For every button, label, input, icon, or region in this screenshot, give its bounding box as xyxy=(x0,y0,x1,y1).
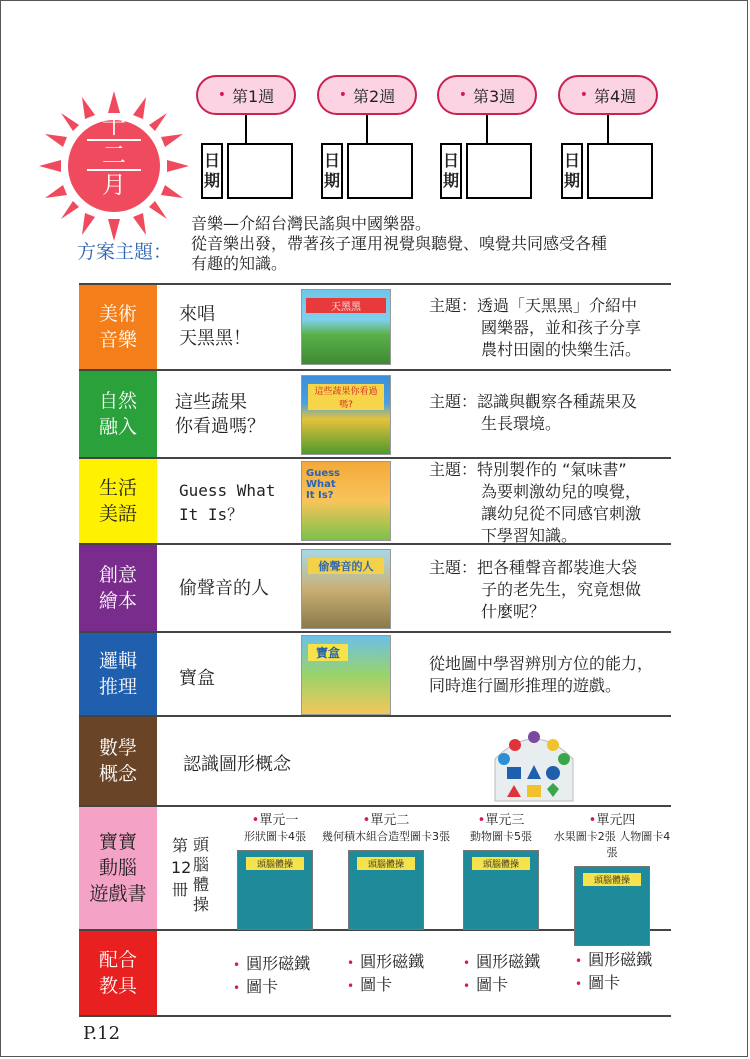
game-book-cover-image: 頭腦體操 xyxy=(348,850,424,930)
book-cover-image: 這些蔬果你看過嗎? xyxy=(301,375,391,455)
tool-list-4: • 圓形磁鐵 • 圖卡 xyxy=(575,950,653,992)
volume-label: 第12冊 xyxy=(171,836,192,899)
date-label: 日 期 xyxy=(440,143,462,199)
week-3-stem xyxy=(486,115,488,143)
week-3-label: 第3週 xyxy=(473,86,516,106)
tool-list-1: • 圓形磁鐵 • 圖卡 xyxy=(233,954,311,996)
game-book-cover-image: 頭腦體操 xyxy=(574,866,650,946)
book-cover-image: Guess What It Is? xyxy=(301,461,391,541)
row-label: 數學 概念 xyxy=(79,717,157,805)
row-title: 這些蔬果 你看過嗎？ xyxy=(175,392,265,437)
unit-3: •單元三 動物圖卡5張 頭腦體操 xyxy=(451,809,551,930)
row-label: 創意 繪本 xyxy=(79,545,157,631)
date-label: 日 期 xyxy=(321,143,343,199)
row-description: 主題：透過「天黑黑」介紹中 國樂器，並和孩子分享 農村田園的快樂生活。 xyxy=(429,296,642,359)
row-label: 自然 融入 xyxy=(79,371,157,457)
week-2-pill: • 第2週 xyxy=(317,75,417,115)
book-cover-image: 寶盒 xyxy=(301,635,391,715)
theme-label: 方案主題： xyxy=(77,241,173,263)
row-title: Guess What It Is？ xyxy=(179,481,276,524)
row-description: 主題：特別製作的 “氣味書” 為要刺激幼兒的嗅覺， 讓幼兒從不同感官刺激 下學習知識。 xyxy=(429,460,642,545)
theme-text xyxy=(191,214,661,274)
book-cover-image: 偷聲音的人 xyxy=(301,549,391,629)
curriculum-row-art-music xyxy=(79,285,671,371)
date-label: 日 期 xyxy=(561,143,583,199)
row-title: 來唱 天黑黑！ xyxy=(179,304,251,349)
week-1-stem xyxy=(245,115,247,143)
week-1-label: 第1週 xyxy=(232,86,275,106)
row-description: 從地圖中學習辨別方位的能力， 同時進行圖形推理的遊戲。 xyxy=(429,654,654,695)
shape-board-image xyxy=(489,725,579,803)
month-line1: 十 xyxy=(102,111,126,139)
week-4-pill: • 第4週 xyxy=(558,75,658,115)
theme-line-1: 音樂—介紹台灣民謠與中國樂器。 xyxy=(191,214,432,233)
row-label: 生活 美語 xyxy=(79,459,157,543)
unit-1: •單元一 形狀圖卡4張 頭腦體操 xyxy=(225,809,325,930)
row-description: 主題：認識與觀察各種蔬果及 生長環境。 xyxy=(429,392,638,433)
week-1-pill: • 第1週 xyxy=(196,75,296,115)
curriculum-row-picture-book xyxy=(79,545,671,633)
game-book-cover-image: 頭腦體操 xyxy=(463,850,539,930)
row-title: 偷聲音的人 xyxy=(179,578,269,599)
week-1-date-field[interactable] xyxy=(227,143,293,199)
month-sun-badge xyxy=(39,91,189,241)
month-label xyxy=(39,111,189,199)
row-title: 認識圖形概念 xyxy=(183,754,291,775)
curriculum-row-teaching-tools xyxy=(79,931,671,1017)
week-4-label: 第4週 xyxy=(594,86,637,106)
book-cover-image: 天黑黑 xyxy=(301,289,391,365)
row-label: 邏輯 推理 xyxy=(79,633,157,715)
unit-2: •單元二 幾何積木組合造型圖卡3張 頭腦體操 xyxy=(311,809,461,930)
month-line2: 二 xyxy=(87,139,141,169)
unit-4: •單元四 水果圖卡2張 人物圖卡4張 頭腦體操 xyxy=(551,809,673,946)
curriculum-row-nature xyxy=(79,371,671,459)
week-2-label: 第2週 xyxy=(353,86,396,106)
week-4-date-field[interactable] xyxy=(587,143,653,199)
theme-line-2: 從音樂出發，帶著孩子運用視覺與聽覺、嗅覺共同感受各種 xyxy=(191,234,608,253)
week-4-stem xyxy=(607,115,609,143)
curriculum-row-math xyxy=(79,717,671,807)
row-label: 寶寶 動腦 遊戲書 xyxy=(79,807,157,929)
row-title: 寶盒 xyxy=(179,668,215,689)
week-2-stem xyxy=(366,115,368,143)
page-number: P.12 xyxy=(83,1023,121,1044)
curriculum-row-logic xyxy=(79,633,671,717)
week-2-date-field[interactable] xyxy=(347,143,413,199)
week-3-pill: • 第3週 xyxy=(437,75,537,115)
curriculum-row-english xyxy=(79,459,671,545)
row-label: 配合 教具 xyxy=(79,931,157,1015)
week-2-date-box xyxy=(321,143,413,199)
month-line3: 月 xyxy=(87,169,141,199)
row-label: 美術 音樂 xyxy=(79,285,157,369)
week-4-date-box xyxy=(561,143,653,199)
week-3-date-box xyxy=(440,143,532,199)
theme-line-3: 有趣的知識。 xyxy=(191,254,288,273)
tool-list-3: • 圓形磁鐵 • 圖卡 xyxy=(463,952,541,994)
date-label: 日 期 xyxy=(201,143,223,199)
volume-subtitle: 頭腦體操 xyxy=(193,835,210,914)
week-3-date-field[interactable] xyxy=(466,143,532,199)
week-1-date-box xyxy=(201,143,293,199)
game-book-cover-image: 頭腦體操 xyxy=(237,850,313,930)
curriculum-row-game-book xyxy=(79,807,671,931)
row-description: 主題：把各種聲音都裝進大袋 子的老先生，究竟想做 什麼呢？ xyxy=(429,558,642,621)
tool-list-2: • 圓形磁鐵 • 圖卡 xyxy=(347,952,425,994)
